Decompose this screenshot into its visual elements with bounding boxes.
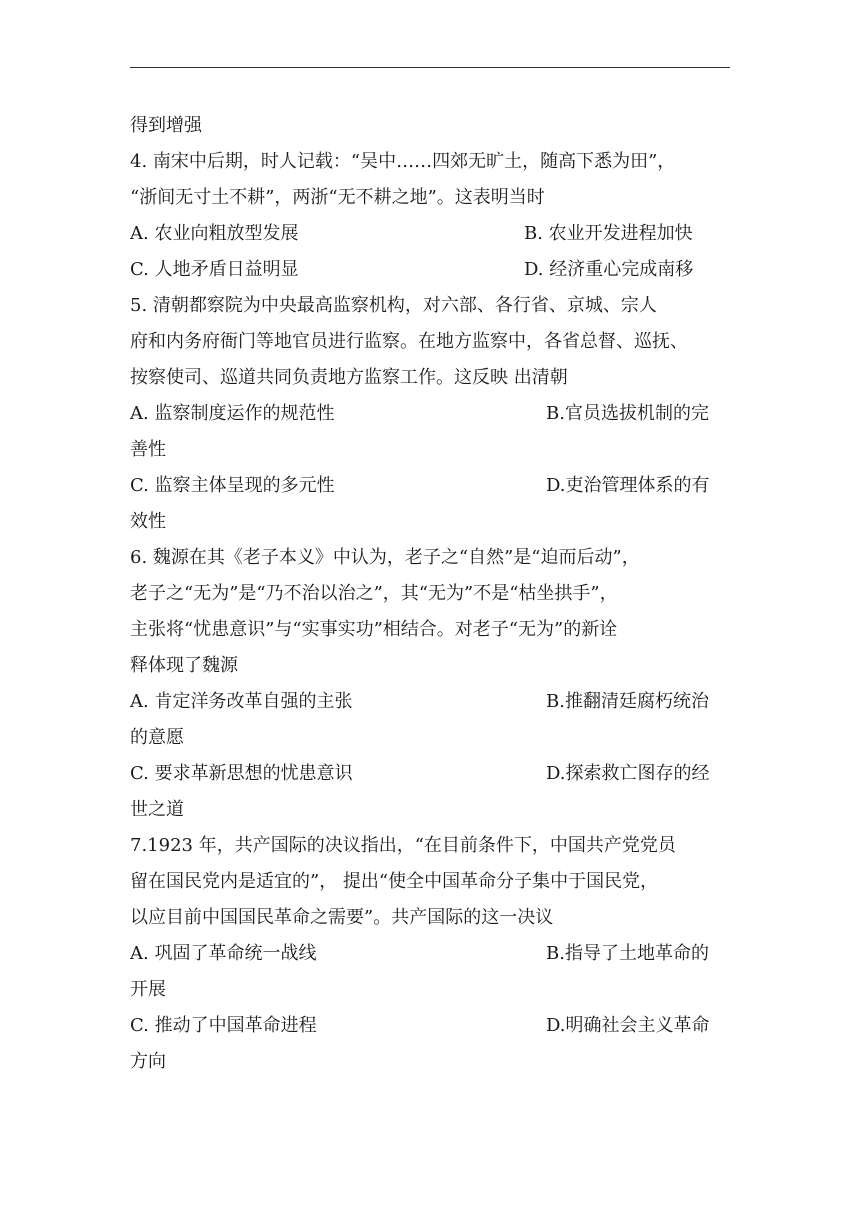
option-d-wrap: 世之道 [130,799,184,820]
option-b: B.指导了土地革命的 [546,943,709,964]
option-b: B.官员选拔机制的完 [546,403,709,424]
option-b: B.推翻清廷腐朽统治 [546,691,709,712]
option-b-wrap: 的意愿 [130,727,184,748]
question-7-options-row1 [130,936,730,972]
option-d-wrap: 效性 [130,511,166,532]
option-d: D.探索救亡图存的经 [546,763,710,784]
question-6-options-row2 [130,756,730,792]
question-4-options-row2 [130,252,730,288]
option-d-wrap: 方向 [130,1051,166,1072]
question-6-stem-cont: 主张将“忧患意识”与“实事实功”相结合。对老子“无为”的新诠 [130,619,618,640]
option-a: A. 巩固了革命统一战线 [130,943,317,964]
option-c: C. 要求革新思想的忧患意识 [130,763,353,784]
question-7-options-row2 [130,1008,730,1044]
question-6-stem-cont: 释体现了魏源 [130,655,238,676]
option-d: D.吏治管理体系的有 [546,475,710,496]
question-5-stem: 5. 清朝都察院为中央最高监察机构，对六部、各行省、京城、宗人 [130,295,657,316]
option-d: D.明确社会主义革命 [546,1015,710,1036]
header-rule [130,67,730,68]
question-6-stem: 6. 魏源在其《老子本义》中认为，老子之“自然”是“迫而后动”， [130,547,640,568]
question-4-stem-cont: “浙间无寸土不耕”，两浙“无不耕之地”。这表明当时 [130,187,545,208]
question-7-stem-cont: 以应目前中国国民革命之需要”。共产国际的这一决议 [130,907,554,928]
question-4-options-row1 [130,216,730,252]
option-c: C. 监察主体呈现的多元性 [130,475,335,496]
option-b-wrap: 开展 [130,979,166,1000]
option-b: B. 农业开发进程加快 [524,223,693,244]
option-b-wrap: 善性 [130,439,166,460]
question-6-options-row1 [130,684,730,720]
option-c: C. 人地矛盾日益明显 [130,259,299,280]
option-d: D. 经济重心完成南移 [524,259,694,280]
text-line: 得到增强 [130,115,202,136]
question-5-stem-cont: 按察使司、巡道共同负责地方监察工作。这反映 出清朝 [130,367,568,388]
option-a: A. 农业向粗放型发展 [130,223,299,244]
question-4-stem: 4. 南宋中后期，时人记载：“吴中……四郊无旷土，随高下悉为田”， [130,151,676,172]
question-5-stem-cont: 府和内务府衙门等地官员进行监察。在地方监察中，各省总督、巡抚、 [130,331,688,352]
question-7-stem-cont: 留在国民党内是适宜的”， 提出“使全中国革命分子集中于国民党， [130,871,659,892]
option-a: A. 肯定洋务改革自强的主张 [130,691,353,712]
question-6-stem-cont: 老子之“无为”是“乃不治以治之”，其“无为”不是“枯坐拱手”， [130,583,618,604]
question-5-options-row1 [130,396,730,432]
question-5-options-row2 [130,468,730,504]
question-7-stem: 7.1923 年，共产国际的决议指出，“在目前条件下，中国共产党党员 [130,835,676,856]
document-body [130,108,730,1080]
option-c: C. 推动了中国革命进程 [130,1015,317,1036]
option-a: A. 监察制度运作的规范性 [130,403,335,424]
